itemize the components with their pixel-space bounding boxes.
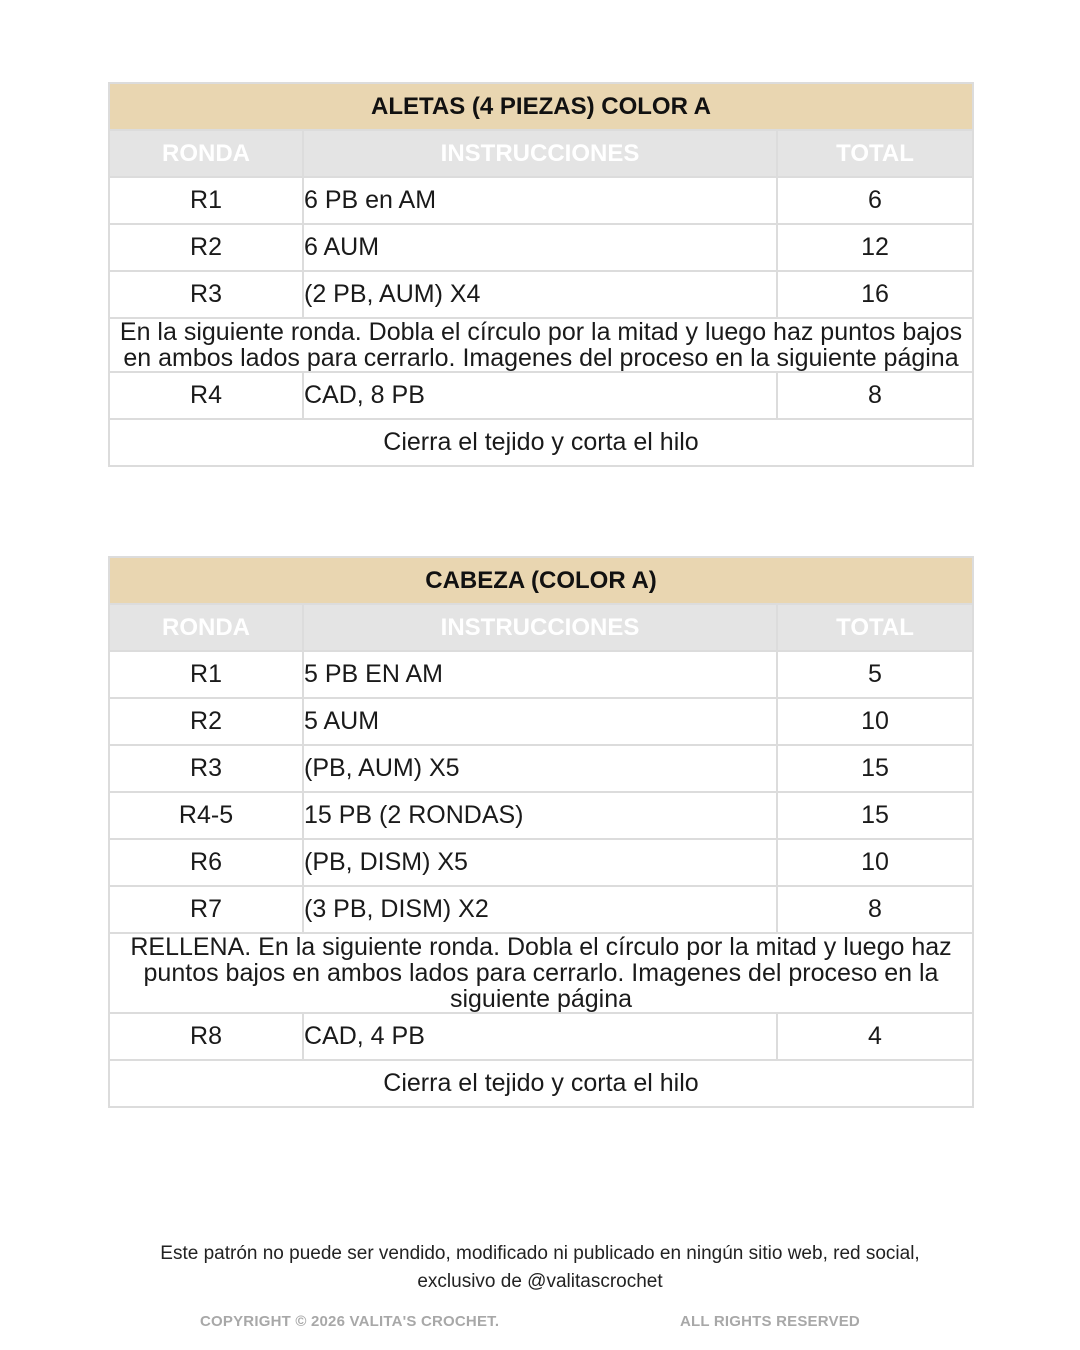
table-row [109,177,973,224]
copyright-disclaimer [108,1240,972,1296]
cell-instructions: CAD, 8 PB [303,372,777,419]
cell-instructions: 6 AUM [303,224,777,271]
table-row [109,271,973,318]
cell-ronda: R2 [109,224,303,271]
cell-total: 10 [777,839,973,886]
cell-instructions: 5 AUM [303,698,777,745]
header-instrucciones: INSTRUCCIONES [303,604,777,651]
cabeza-title: CABEZA (COLOR A) [109,557,973,604]
cell-total: 16 [777,271,973,318]
cell-ronda: R3 [109,745,303,792]
cell-instructions: (PB, AUM) X5 [303,745,777,792]
cell-ronda: R4-5 [109,792,303,839]
table-row [109,886,973,933]
disclaimer-line: exclusivo de @valitascrochet [417,1271,663,1292]
cell-total: 15 [777,745,973,792]
cell-ronda: R3 [109,271,303,318]
cabeza-note: RELLENA. En la siguiente ronda. Dobla el círculo por la mitad y luego haz puntos bajos en ambos lados para cerrarlo. Imagenes del proceso en la siguiente página [109,933,973,1013]
aletas-table [108,82,974,467]
cell-total: 6 [777,177,973,224]
table-row [109,224,973,271]
footer-rights: ALL RIGHTS RESERVED [680,1313,860,1330]
table-row [109,792,973,839]
cell-ronda: R8 [109,1013,303,1060]
header-ronda: RONDA [109,604,303,651]
table-row [109,1013,973,1060]
table-row [109,372,973,419]
cell-instructions: (3 PB, DISM) X2 [303,886,777,933]
header-total: TOTAL [777,604,973,651]
cell-instructions: (2 PB, AUM) X4 [303,271,777,318]
cell-total: 5 [777,651,973,698]
cell-instructions: (PB, DISM) X5 [303,839,777,886]
cell-ronda: R2 [109,698,303,745]
cell-instructions: 15 PB (2 RONDAS) [303,792,777,839]
table-row [109,651,973,698]
cell-total: 12 [777,224,973,271]
cell-instructions: 5 PB EN AM [303,651,777,698]
cell-ronda: R4 [109,372,303,419]
header-total: TOTAL [777,130,973,177]
cell-ronda: R6 [109,839,303,886]
cell-instructions: CAD, 4 PB [303,1013,777,1060]
cell-instructions: 6 PB en AM [303,177,777,224]
aletas-note: En la siguiente ronda. Dobla el círculo por la mitad y luego haz puntos bajos en ambos lados para cerrarlo. Imagenes del proceso en la siguiente página [109,318,973,372]
cell-total: 4 [777,1013,973,1060]
cabeza-table [108,556,974,1108]
table-row [109,698,973,745]
cell-total: 10 [777,698,973,745]
cell-ronda: R1 [109,651,303,698]
aletas-end-instruction: Cierra el tejido y corta el hilo [109,419,973,466]
cell-total: 8 [777,886,973,933]
table-row [109,745,973,792]
cell-ronda: R7 [109,886,303,933]
header-ronda: RONDA [109,130,303,177]
header-instrucciones: INSTRUCCIONES [303,130,777,177]
cell-total: 8 [777,372,973,419]
cell-ronda: R1 [109,177,303,224]
disclaimer-line: Este patrón no puede ser vendido, modificado ni publicado en ningún sitio web, red social, [160,1243,920,1264]
cell-total: 15 [777,792,973,839]
cabeza-end-instruction: Cierra el tejido y corta el hilo [109,1060,973,1107]
aletas-title: ALETAS (4 PIEZAS) COLOR A [109,83,973,130]
footer-copyright: COPYRIGHT © 2026 VALITA'S CROCHET. [200,1313,500,1330]
table-row [109,839,973,886]
